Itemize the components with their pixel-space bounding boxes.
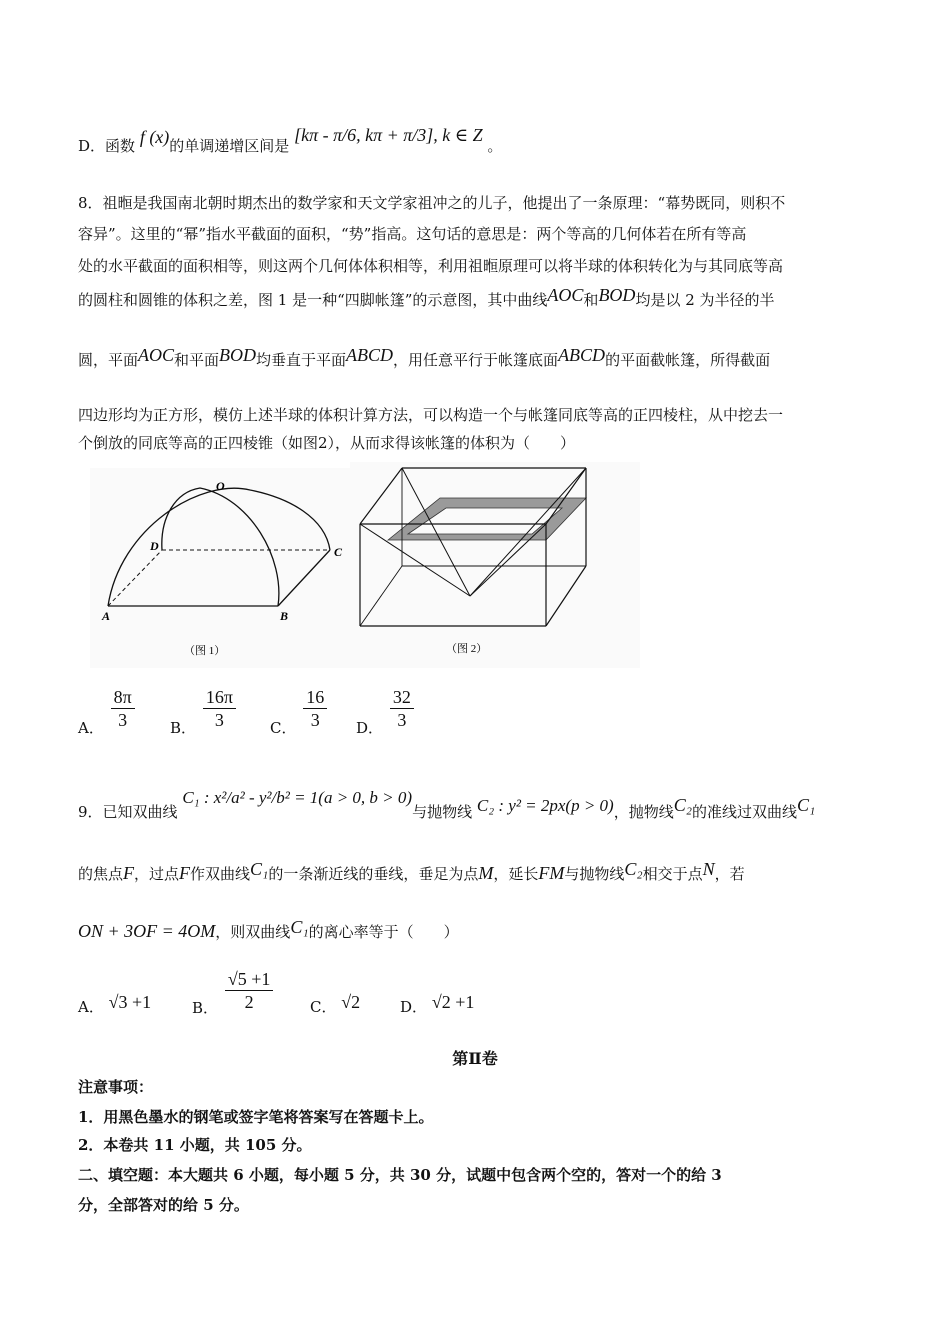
option-fraction (203, 686, 236, 731)
symbol-c1-3: C₁ (290, 917, 309, 937)
option-fraction (303, 686, 327, 731)
numerator: 32 (390, 686, 414, 709)
option-fraction (225, 968, 274, 1013)
curve-bod: BOD (598, 285, 636, 305)
option-fraction (390, 686, 414, 731)
numerator: 8π (111, 686, 135, 709)
section-2-heading: 二、填空题：本大题共 6 小题，每小题 5 分，共 30 分，试题中包含两个空的，答对一个的给 3 (78, 1166, 722, 1184)
option-d-end: 。 (487, 137, 503, 155)
q9-line-3 (78, 917, 872, 943)
symbol-c1: C₁ (797, 795, 816, 815)
q9-text: 作双曲线 (190, 865, 251, 883)
parabola-equation: C₂ : y² = 2px(p > 0) (476, 796, 614, 815)
denominator: 2 (244, 992, 254, 1012)
plane-aoc: AOC (138, 345, 175, 365)
q9-line-2 (78, 859, 872, 885)
figure-1 (90, 468, 360, 668)
q9-option-d[interactable] (400, 992, 475, 1017)
option-label: A． (78, 718, 104, 737)
q8-line-1: 8．祖暅是我国南北朝时期杰出的数学家和天文学家祖冲之的儿子，他提出了一条原理：“幕势既同，则积不 (78, 194, 786, 212)
q9-text: 的离心率等于（ ） (308, 923, 459, 941)
label-o: O (216, 479, 225, 493)
prev-option-d (78, 125, 872, 157)
option-expr: √2 (341, 992, 361, 1012)
q9-text: 相交于点 (642, 865, 703, 883)
q8-text: 圆，平面 (78, 351, 139, 369)
option-expr: √3 +1 (108, 992, 152, 1012)
notice-2: 2．本卷共 11 小题，共 105 分。 (78, 1136, 312, 1154)
numerator: 16π (203, 686, 236, 709)
label-a: A (102, 609, 111, 623)
q8-option-d[interactable] (356, 686, 416, 737)
q9-text: 的准线过双曲线 (692, 803, 798, 821)
segment-fm: FM (538, 863, 565, 883)
q8-line-3: 处的水平截面的面积相等，则这两个几何体体积相等，利用祖暅原理可以将半球的体积转化为与其同底等高 (78, 257, 784, 275)
option-label: A． (78, 998, 104, 1016)
q9-text: ，抛物线 (613, 803, 674, 821)
q8-line-6: 四边形均为正方形，模仿上述半球的体积计算方法，可以构造一个与帐篷同底等高的正四棱柱，从中挖去一 (78, 406, 784, 424)
part-2-title: 第Ⅱ卷 (452, 1049, 498, 1068)
q8-text: 和平面 (174, 351, 220, 369)
figure-2 (350, 462, 640, 668)
option-label: D． (356, 718, 384, 737)
plane-abcd: ABCD (346, 345, 394, 365)
option-label: D． (400, 998, 428, 1016)
option-label: C． (310, 998, 337, 1016)
point-f-2: F (179, 863, 191, 883)
q8-text: 和 (583, 291, 599, 309)
q9-option-a[interactable] (78, 992, 152, 1017)
point-m: M (478, 863, 494, 883)
figure-2-caption: （图 2） (446, 643, 488, 655)
q8-line-4 (78, 285, 872, 311)
q8-option-b[interactable] (170, 686, 238, 737)
point-n: N (702, 859, 715, 879)
option-expr: √2 +1 (431, 992, 475, 1012)
hyperbola-equation: C₁ : x²/a² - y²/b² = 1(a > 0, b > 0) (182, 788, 413, 807)
label-d: D (150, 539, 159, 553)
label-b: B (280, 609, 289, 623)
q8-text: ，用任意平行于帐篷底面 (393, 351, 559, 369)
function-expr: f (x) (139, 127, 170, 147)
q9-text: ，则双曲线 (215, 923, 291, 941)
curve-aoc: AOC (547, 285, 584, 305)
q8-text: 均垂直于平面 (256, 351, 347, 369)
q8-option-a[interactable] (78, 686, 137, 737)
q8-text: 均是以 2 为半径的半 (635, 291, 775, 309)
denominator: 3 (397, 710, 407, 730)
denominator: 3 (310, 710, 320, 730)
option-d-text: 的单调递增区间是 (169, 137, 290, 155)
q8-text: 的平面截帐篷，所得截面 (605, 351, 771, 369)
q9-text: ，过点 (134, 865, 180, 883)
symbol-c2: C₂ (673, 795, 693, 815)
section-2-heading-cont: 分，全部答对的给 5 分。 (78, 1196, 249, 1214)
option-label: C． (270, 718, 297, 737)
q9-text: 与抛物线 (412, 803, 473, 821)
q9-text: ，若 (714, 865, 745, 883)
q9-text: 的焦点 (78, 865, 124, 883)
numerator: √5 +1 (225, 968, 274, 991)
symbol-c2-2: C₂ (624, 859, 643, 879)
option-label: B． (192, 998, 219, 1017)
denominator: 3 (118, 710, 128, 730)
q8-line-2: 容异”。这里的“幂”指水平截面的面积，“势”指高。这句话的意思是：两个等高的几何体若在所有等高 (78, 225, 747, 243)
vector-equation: ON + 3OF = 4OM (78, 921, 216, 941)
denominator: 3 (214, 710, 224, 730)
option-fraction (111, 686, 135, 731)
q8-line-5 (78, 345, 872, 371)
interval-expr: [kπ - π/6, kπ + π/3], k ∈ Z (294, 125, 483, 145)
q9-option-c[interactable] (310, 992, 361, 1017)
q9-option-b[interactable] (192, 968, 275, 1017)
figure-1-caption: （图 1） (184, 645, 226, 657)
option-d-label: D．函数 (78, 137, 136, 155)
q9-text: 的一条渐近线的垂线，垂足为点 (268, 865, 479, 883)
point-f: F (123, 863, 135, 883)
notice-1: 1．用黑色墨水的钢笔或签字笔将答案写在答题卡上。 (78, 1108, 434, 1126)
option-label: B． (170, 718, 197, 737)
numerator: 16 (303, 686, 327, 709)
notice-heading: 注意事项： (78, 1078, 154, 1096)
q9-text: 9．已知双曲线 (78, 803, 178, 821)
q8-text: 的圆柱和圆锥的体积之差，图 1 是一种“四脚帐篷”的示意图，其中曲线 (78, 291, 548, 309)
q9-line-1 (78, 788, 872, 823)
q8-option-c[interactable] (270, 686, 329, 737)
label-c: C (334, 545, 343, 559)
plane-bod: BOD (219, 345, 257, 365)
q8-line-7: 个倒放的同底等高的正四棱锥（如图2），从而求得该帐篷的体积为（ ） (78, 434, 576, 452)
q9-text: ，延长 (493, 865, 539, 883)
q9-text: 与抛物线 (564, 865, 625, 883)
symbol-c1-2: C₁ (250, 859, 269, 879)
plane-abcd-2: ABCD (558, 345, 606, 365)
